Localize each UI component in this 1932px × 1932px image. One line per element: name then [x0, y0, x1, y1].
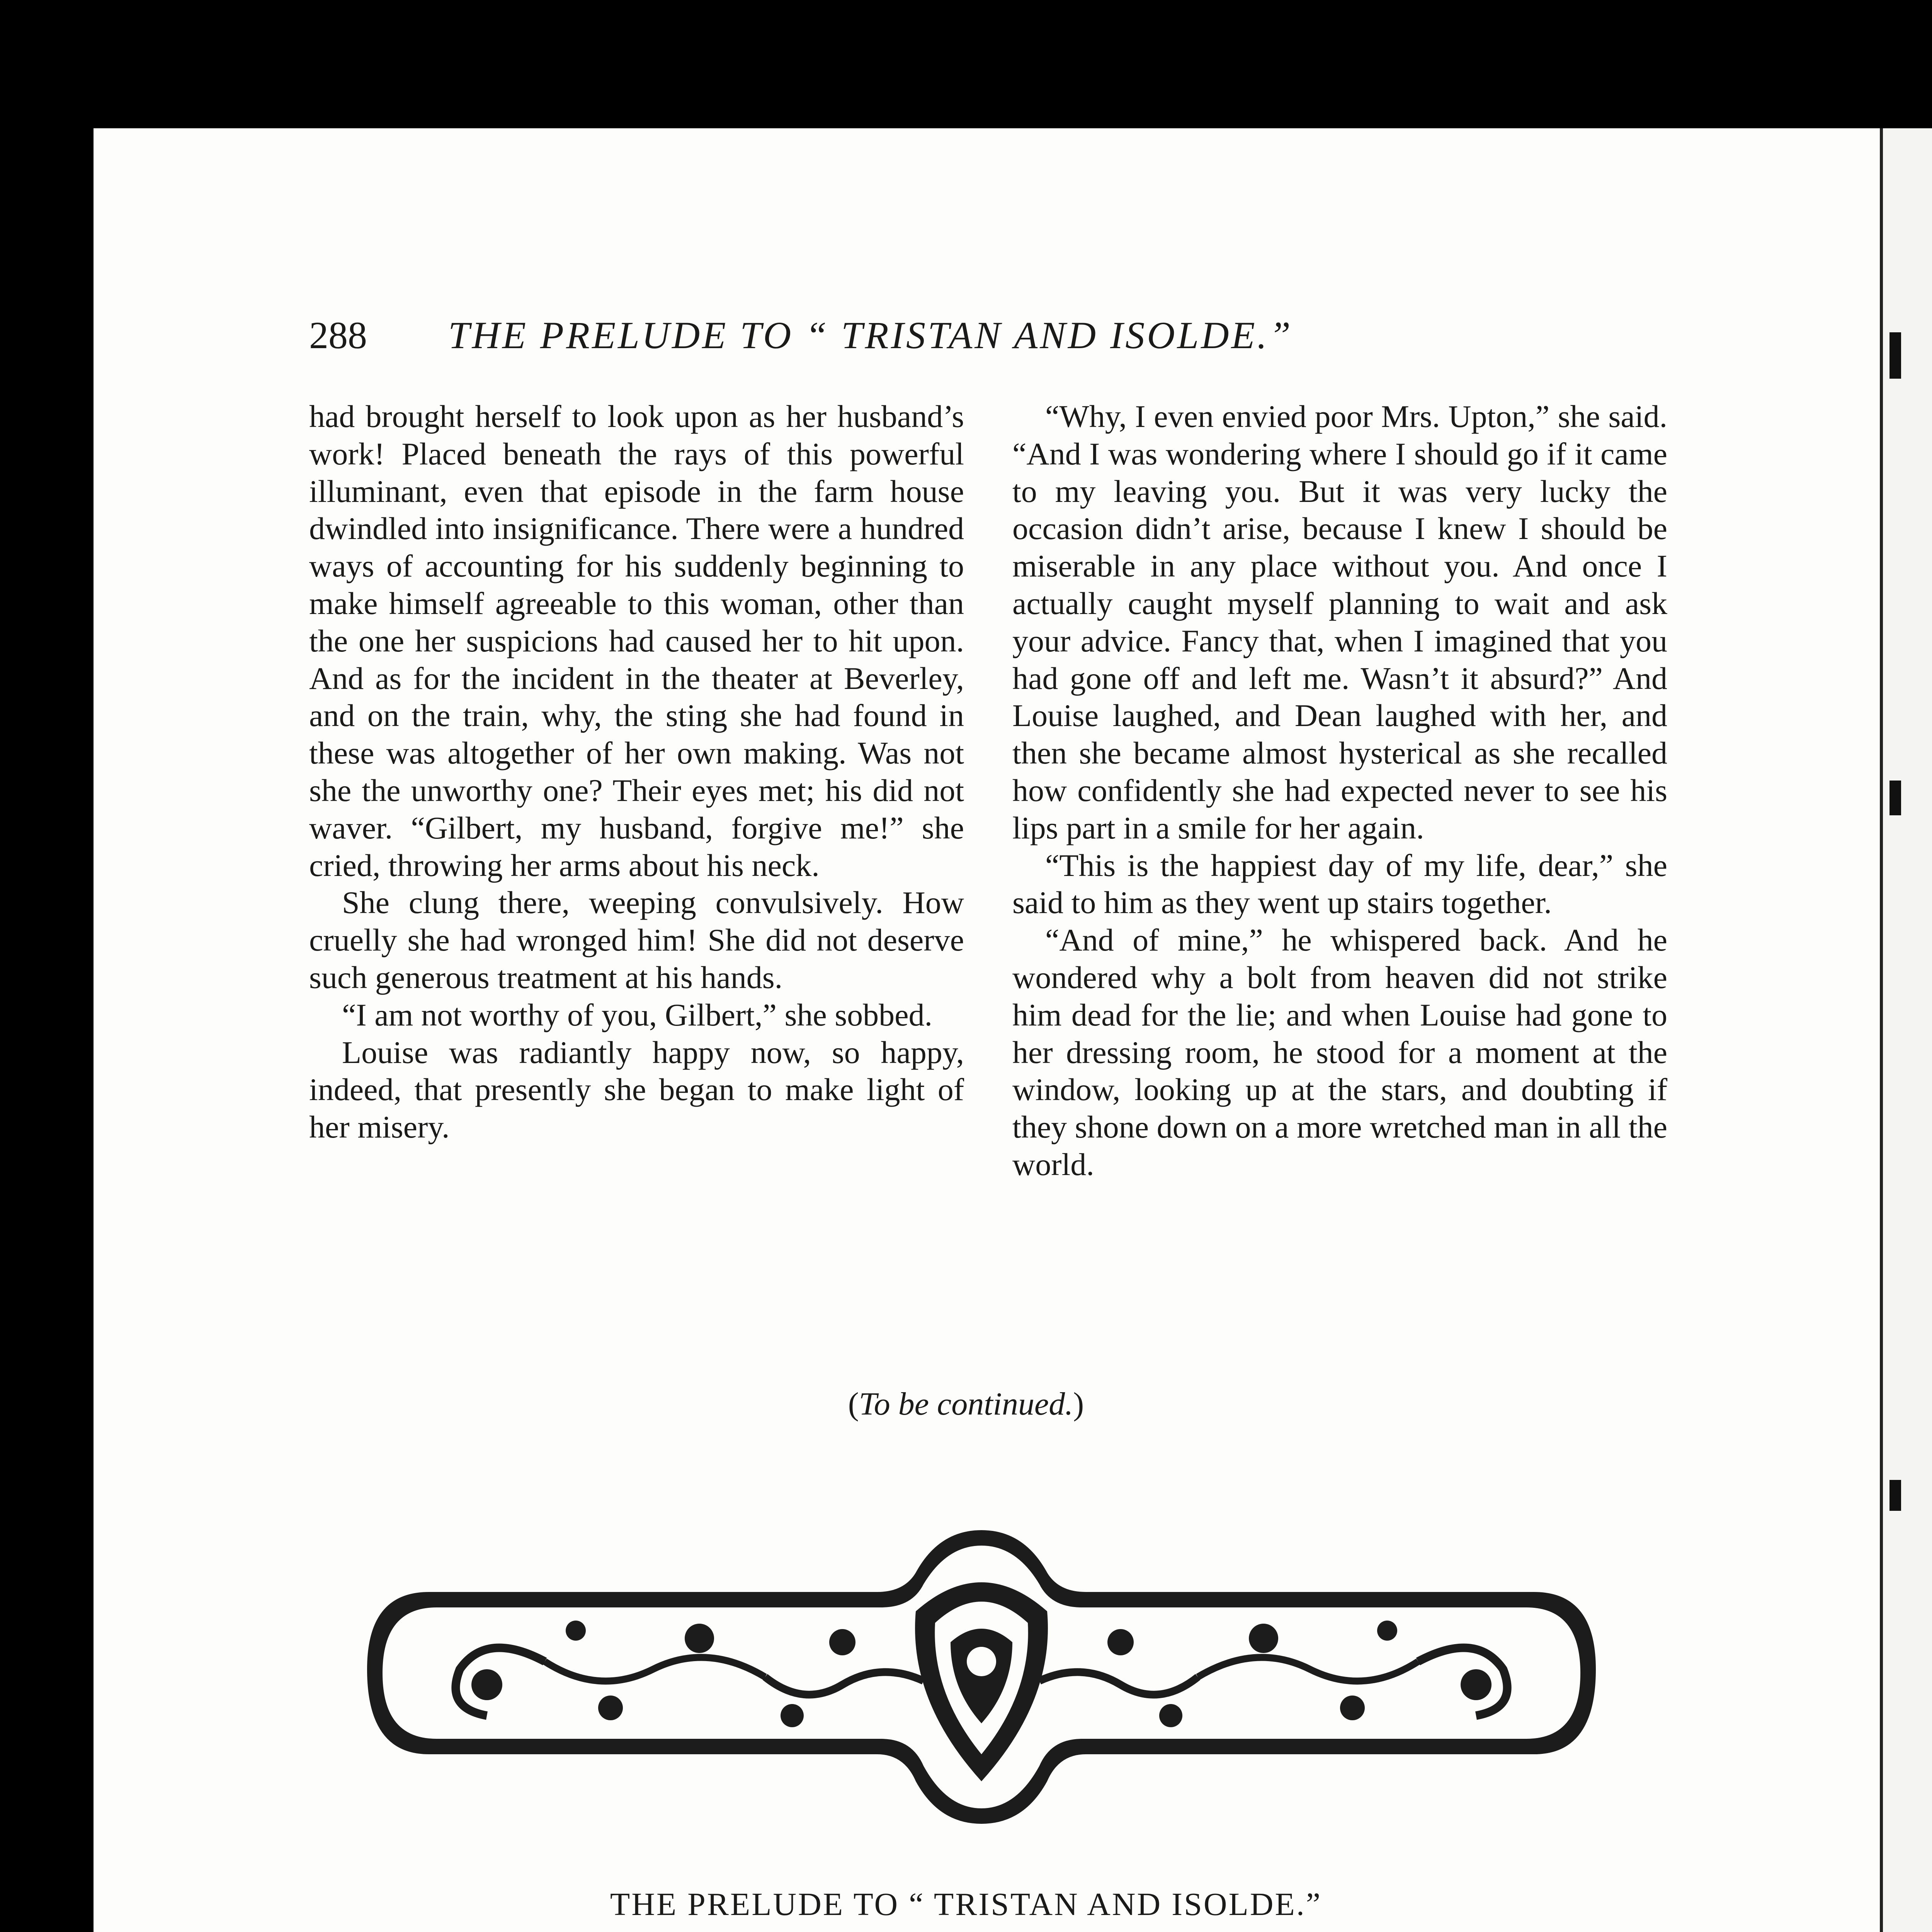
continued-text: To be continued. — [859, 1386, 1073, 1422]
page-number: 288 — [309, 314, 367, 357]
paragraph: “Why, I even envied poor Mrs. Upton,” she said. “And I was wondering where I should go if it came to my leaving you. But it was very lucky the occasion didn’t arise, because I knew I should be miserable in any place without you. And once I actually caught myself planning to wait and ask your advice. Fancy that, when I imagined that you had gone off and left me. Wasn’t it absurd?” And Louise laughed, and Dean laughed with her, and then she became almost hysterical as she recalled how confidently she had expected never to see his lips part in a smile for her again. — [1012, 399, 1667, 845]
running-title: THE PRELUDE TO “ TRISTAN AND ISOLDE.” — [448, 314, 1293, 357]
binding-mark — [1889, 781, 1901, 815]
binding-mark — [1889, 332, 1901, 379]
left-column — [309, 398, 964, 1146]
paragraph: Louise was radiantly happy now, so happy, indeed, that presently she began to make light of her misery. — [309, 1034, 964, 1145]
paragraph: “This is the happiest day of my life, dear,” she said to him as they went up stairs together. — [1012, 847, 1667, 920]
paragraph: “And of mine,” he whispered back. And he wondered why a bolt from heaven did not strike him dead for the lie; and when Louise had gone to her dressing room, he stood for a moment at the window, looking up at the stars, and doubting if they shone down on a more wretched man in all the world. — [1012, 922, 1667, 1182]
paragraph: had brought herself to look upon as her husband’s work! Placed beneath the rays of this powerful illuminant, even that episode in the farm house dwindled into insignificance. There were a hundred ways of accounting for his suddenly beginning to make himself agreeable to this woman, other than the one her suspicions had caused her to hit upon. And as for the incident in the theater at Beverley, and on the train, why, the sting she had found in these was altogether of her own making. Was not she the unworthy one? Their eyes met; his did not waver. “Gilbert, my husband, forgive me!” she cried, throwing her arms about his neck. — [309, 399, 964, 883]
poem-title: THE PRELUDE TO “ TRISTAN AND ISOLDE.” — [610, 1886, 1322, 1922]
facing-page-edge — [1880, 128, 1932, 1932]
paragraph: “I am not worthy of you, Gilbert,” she sobbed. — [342, 997, 933, 1032]
continued-note: (To be continued.) — [848, 1386, 1084, 1422]
binding-mark — [1889, 1480, 1901, 1511]
running-head — [309, 313, 1584, 367]
ornamental-divider — [359, 1515, 1604, 1839]
paragraph: She clung there, weeping convulsively. How cruelly she had wronged him! She did not deserve such generous treatment at his hands. — [309, 885, 964, 995]
right-column — [1012, 398, 1667, 1184]
